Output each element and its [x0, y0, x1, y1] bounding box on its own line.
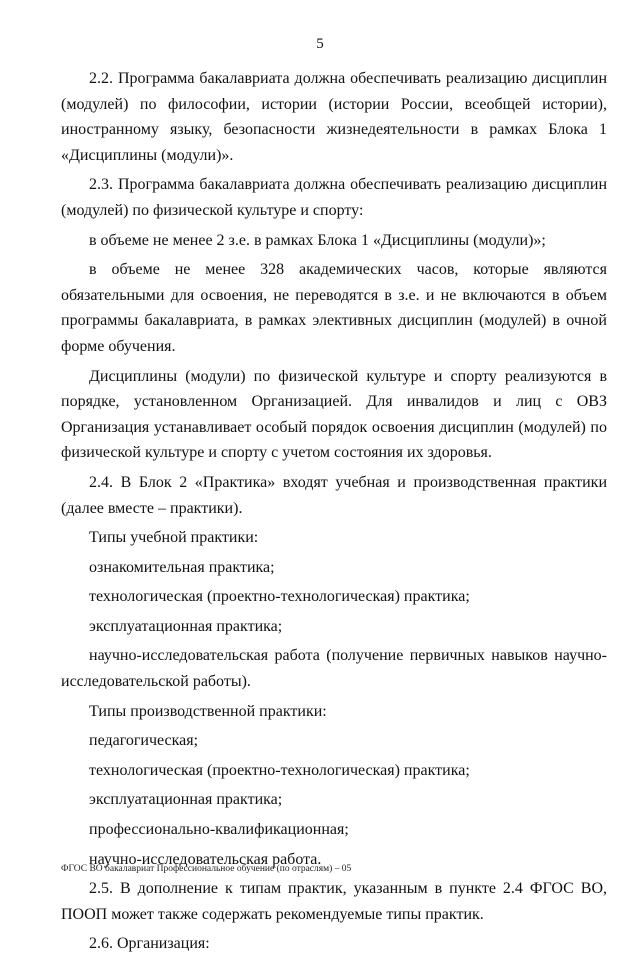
list-item: научно-исследовательская работа. — [89, 850, 322, 868]
list-heading: Типы учебной практики: — [89, 529, 259, 547]
list-item: ознакомительная практика; — [89, 558, 275, 576]
list-item: в объеме не менее 2 з.е. в рамках Блока 1 «Дисциплины (модули)»; — [89, 231, 546, 249]
paragraph-2-3: 2.3. Программа бакалавриата должна обеспечивать реализацию дисциплин (модулей) по физической культуре и спорту: — [61, 176, 607, 219]
page-footer: ФГОС ВО бакалавриат Профессиональное обучение (по отраслям) – 05 — [61, 864, 352, 874]
document-body — [61, 66, 607, 957]
list-item: научно-исследовательская работа (получение первичных навыков научно-исследовательской работы). — [61, 647, 607, 691]
paragraph-2-6: 2.6. Организация: — [89, 935, 210, 953]
list-item: эксплуатационная практика; — [89, 791, 283, 809]
page-number: 5 — [316, 36, 324, 52]
paragraph-2-4: 2.4. В Блок 2 «Практика» входят учебная и производственная практики (далее вместе – практики). — [61, 473, 607, 517]
paragraph-physical-culture: Дисциплины (модули) по физической культуре и спорту реализуются в порядке, установленном Организацией. Для инвалидов и лиц с ОВЗ Организация устанавливает особый порядок освоения дисциплин (модулей) по физической культуре и спорту с учетом состояния их здоровья. — [61, 367, 607, 462]
list-item: в объеме не менее 328 академических часов, которые являются обязательными для освоения, не переводятся в з.е. и не включаются в объем программы бакалавриата, в рамках элективных дисциплин (модулей) в очной форме обучения. — [61, 261, 607, 355]
list-item: технологическая (проектно-технологическая) практика; — [89, 761, 470, 779]
paragraph-2-5: 2.5. В дополнение к типам практик, указанным в пункте 2.4 ФГОС ВО, ПООП может также содержать рекомендуемые типы практик. — [61, 880, 607, 923]
list-item: технологическая (проектно-технологическая) практика; — [89, 588, 470, 606]
paragraph-2-2: 2.2. Программа бакалавриата должна обеспечивать реализацию дисциплин (модулей) по философии, истории (истории России, всеобщей истории), иностранному языку, безопасности жизнедеятельности в рамках Блока 1 «Дисциплины (модули)». — [61, 70, 607, 164]
list-heading: Типы производственной практики: — [89, 702, 327, 720]
list-item: профессионально-квалификационная; — [89, 821, 349, 839]
list-item: эксплуатационная практика; — [89, 617, 283, 635]
list-item: педагогическая; — [89, 732, 199, 750]
